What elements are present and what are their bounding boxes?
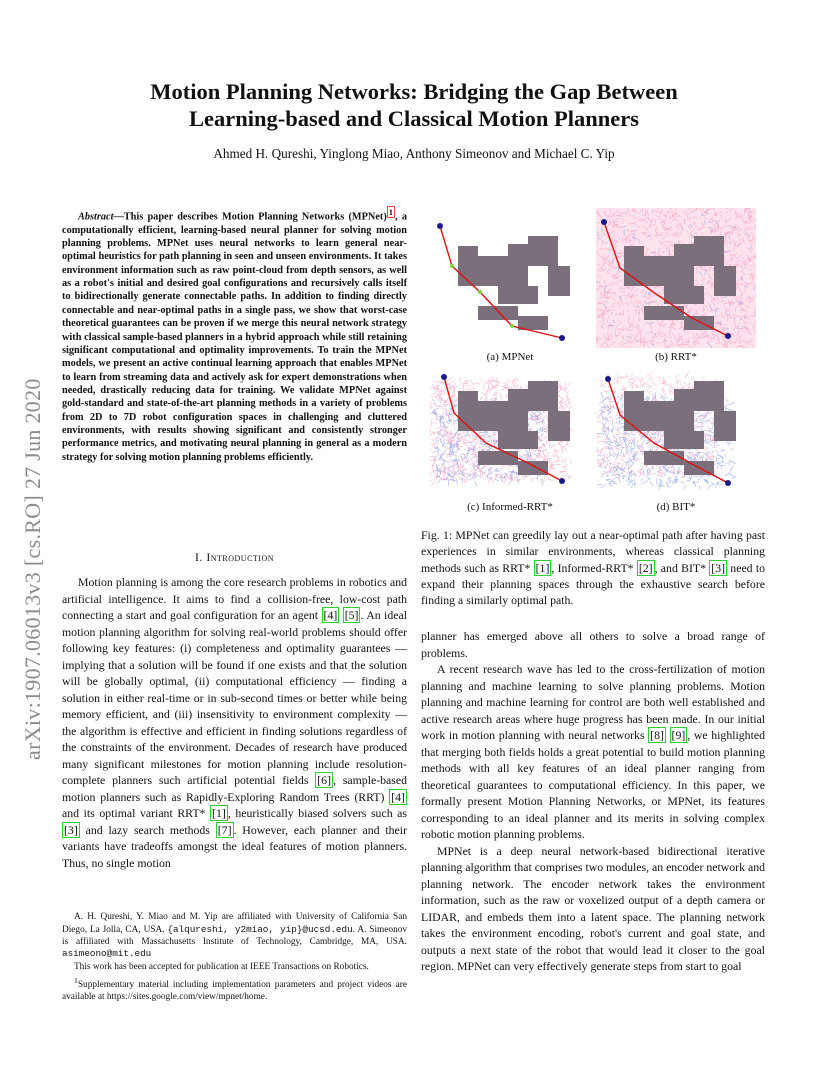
author-emails: {alqureshi, y2miao, yip}@ucsd.edu [167,923,353,935]
title-line-2: Learning-based and Classical Motion Planners [188,106,640,131]
section-heading-introduction [62,550,407,565]
mpnet-plot [430,208,590,348]
obstacle-block [644,451,684,465]
abstract-label: Abstract [78,211,114,223]
title-line-1: Motion Planning Networks: Bridging the Gap Between [150,79,678,104]
obstacle-block [498,431,538,449]
obstacle-block [624,246,644,286]
informed-rrtstar-plot [430,371,590,496]
subcaption-rrtstar: (b) RRT* [655,351,697,363]
continued-paragraph: planner has emerged above all others to solve a broad range of problems. [421,629,765,660]
subcaption-mpnet: (a) MPNet [486,351,534,363]
citation-link[interactable]: [8] [650,728,664,742]
start-node [437,223,443,229]
bitstar-plot [596,371,756,496]
obstacle-block [714,266,736,296]
citation-link[interactable]: [3] [711,560,726,575]
subcaption-informed-rrtstar: (c) Informed-RRT* [467,501,553,513]
figure-caption: Fig. 1: MPNet can greedily lay out a near-optimal path after having past experiences in similar environments, whereas classical planning methods such as RRT* [1] , Informed-RRT* [2] , and BIT* [3] need to expand their planning spaces through the exhaustive search before finding a similarly optimal path. [421,528,766,608]
obstacle-block [478,401,508,431]
section-number: I. [194,550,207,564]
start-node [605,376,611,382]
footnotes [62,912,407,1005]
citation-link[interactable]: [4] [391,789,405,804]
abstract-body: , a computationally efficient, learning-based neural planner for solving motion planning problems. MPNet uses neural networks to learn general near-optimal heuristics for path planning in seen and unseen environments. It takes environment information such as raw point-cloud from depth sensors, as well as a robot's initial and desired goal configurations and recursively calls itself to bidirectionally generate connectable paths. In addition to finding directly connectable and near-optimal paths in a single pass, we show that worst-case theoretical guarantees can be proven if we merge this neural network strategy with classical sample-based planners in a hybrid approach while still retaining significant computational and optimality improvements. To train the MPNet models, we present an active continual learning approach that enables MPNet to learn from streaming data and actively ask for expert demonstrations when needed, drastically reducing data for training. We validate MPNet against gold-standard and state-of-the-art planning methods in a variety of problems from 2D to 7D robot configuration spaces in challenging and cluttered environments, with results showing significant and consistently stronger performance metrics, and motivating neural planning in general as a modern strategy for solving motion planning problems efficiently. [62,211,407,463]
rrtstar-plot [596,208,756,348]
abstract-block [62,206,407,464]
obstacle-block [644,401,674,431]
citation-link[interactable]: [3] [64,822,78,837]
acceptance-note: This work has been accepted for publication at IEEE Transactions on Robotics. [74,962,369,973]
paper-title [0,78,828,132]
citation-link[interactable]: [5] [344,608,359,622]
arxiv-identifier-stamp: arXiv:1907.06013v3 [cs.RO] 27 Jun 2020 [20,378,45,760]
goal-node [559,478,565,484]
start-node [601,219,607,225]
goal-node [725,480,731,486]
obstacle-block [548,411,570,441]
panel-mpnet [430,208,590,353]
obstacle-block [694,236,724,266]
footnote-link[interactable]: 1 [388,207,394,217]
obstacle-block [478,306,518,320]
obstacle-block [674,244,694,286]
waypoint-node [478,290,482,294]
citation-link[interactable]: [9] [671,728,686,742]
obstacle-block [508,389,528,431]
citation-link[interactable]: [6] [317,773,332,787]
waypoint-node [510,324,514,328]
obstacle-block [518,461,548,475]
obstacle-block [498,286,538,304]
introduction-text-continued [421,628,765,975]
obstacle-block [528,236,558,266]
citation-link[interactable]: [1] [535,560,550,575]
subcaption-bitstar: (d) BIT* [656,501,696,513]
citation-link[interactable]: [7] [217,822,232,837]
section-title: Introduction [206,550,275,564]
obstacle-block [714,411,736,441]
obstacle-block [644,256,674,286]
intro-paragraph-2: A recent research wave has led to the cross-fertilization of motion planning and machine learning to solve planning problems. Motion planning and machine learning for control are both well established and active research areas where huge progress has been made. In our initial work in motion planning with neural networks [8] [9] , we highlighted that merging both fields holds a great potential to build motion planning methods with all key features of an ideal planner ranging from theoretical guarantees to computational efficiency. In this paper, we formally present Motion Planning Networks, or MPNet, its features corresponding to an ideal planner and its merits in solving complex robotic motion planning problems. [421,662,765,841]
obstacle-block [458,391,478,431]
simeonov-email: asimeono@mit.edu [62,948,152,960]
citation-link[interactable]: [2] [638,560,653,575]
obstacle-block [664,431,704,449]
obstacle-block [684,316,714,330]
obstacle-block [674,389,694,431]
intro-paragraph-3: MPNet is a deep neural network-based bidirectional iterative planning algorithm that comprises two modules, an encoder network and planning network. The encoder network takes the environment information, such as the raw or voxelized output of a depth camera or LIDAR, and embeds them into a latent space. The planning network takes the environment encoding, robot's current and goal state, and outputs a next state of the robot that would lead it closer to the goal region. MPNet can very effectively generate steps from start to goal [421,843,765,973]
figure-1 [428,208,770,518]
abstract-paragraph [62,206,407,464]
supplementary-footnote: $^1$Supplementary material including implementation parameters and project videos are available at https://sites.google.com/view/mpnet/home. [62,975,407,1002]
obstacle-block [694,381,724,411]
footnote-mark: 1 [74,975,78,985]
author-list: Ahmed H. Qureshi, Yinglong Miao, Anthony Simeonov and Michael C. Yip [213,146,615,161]
goal-node [725,333,731,339]
intro-paragraph-1: Motion planning is among the core research problems in robotics and artificial intelligence. It aims to find a collision-free, low-cost path connecting a start and goal configuration for an agent [4] [5] . An ideal motion planning algorithm for solving real-world problems should offer following key features: (i) completeness and optimality guarantees — implying that a solution will be found if one exists and that the solution will be globally optimal, (ii) computational efficiency — finding a solution in either real-time or in sub-second times or better while being memory efficient, and (iii) insensitivity to environment complexity — the algorithm is effective and efficient in finding solutions regardless of the constraints of the environment. Decades of research have produced many significant milestones for motion planning include resolution-complete planners such artificial potential fields [6] , sample-based motion planners such as Rapidly-Exploring Random Trees (RRT) [4] and its optimal variant RRT* [1] , heuristically biased solvers such as [3] and lazy search methods [7] . However, each planner and their variants have tradeoffs amongst the ideal features of motion planners. Thus, no single motion [62,575,408,870]
obstacle-block [478,451,518,465]
obstacle-block [548,266,570,296]
introduction-text [62,574,407,871]
start-node [441,374,447,380]
goal-node [559,335,565,341]
obstacle-block [624,391,644,431]
obstacle-block [508,244,528,286]
panel-informed-rrtstar [430,371,590,516]
panel-bitstar [596,371,756,516]
obstacle-block [528,381,558,411]
panel-rrtstar [596,208,756,353]
citation-link[interactable]: [4] [323,608,338,622]
citation-link[interactable]: [1] [212,806,226,820]
affiliation-footnote: A. H. Qureshi, Y. Miao and M. Yip are affiliated with University of California San Diego, La Jolla, CA, USA. {alqureshi, y2miao, yip}@ucsd.edu. A. Simeonov is affiliated with Massachusetts Institute of Technology, Cambridge, MA, USA. asimeono@mit.edu [62,912,408,960]
obstacle-block [664,286,704,304]
abstract-intro: —This paper describes Motion Planning Networks (MPNet) [113,211,387,223]
obstacle-block [478,256,508,286]
waypoint-node [450,264,454,268]
